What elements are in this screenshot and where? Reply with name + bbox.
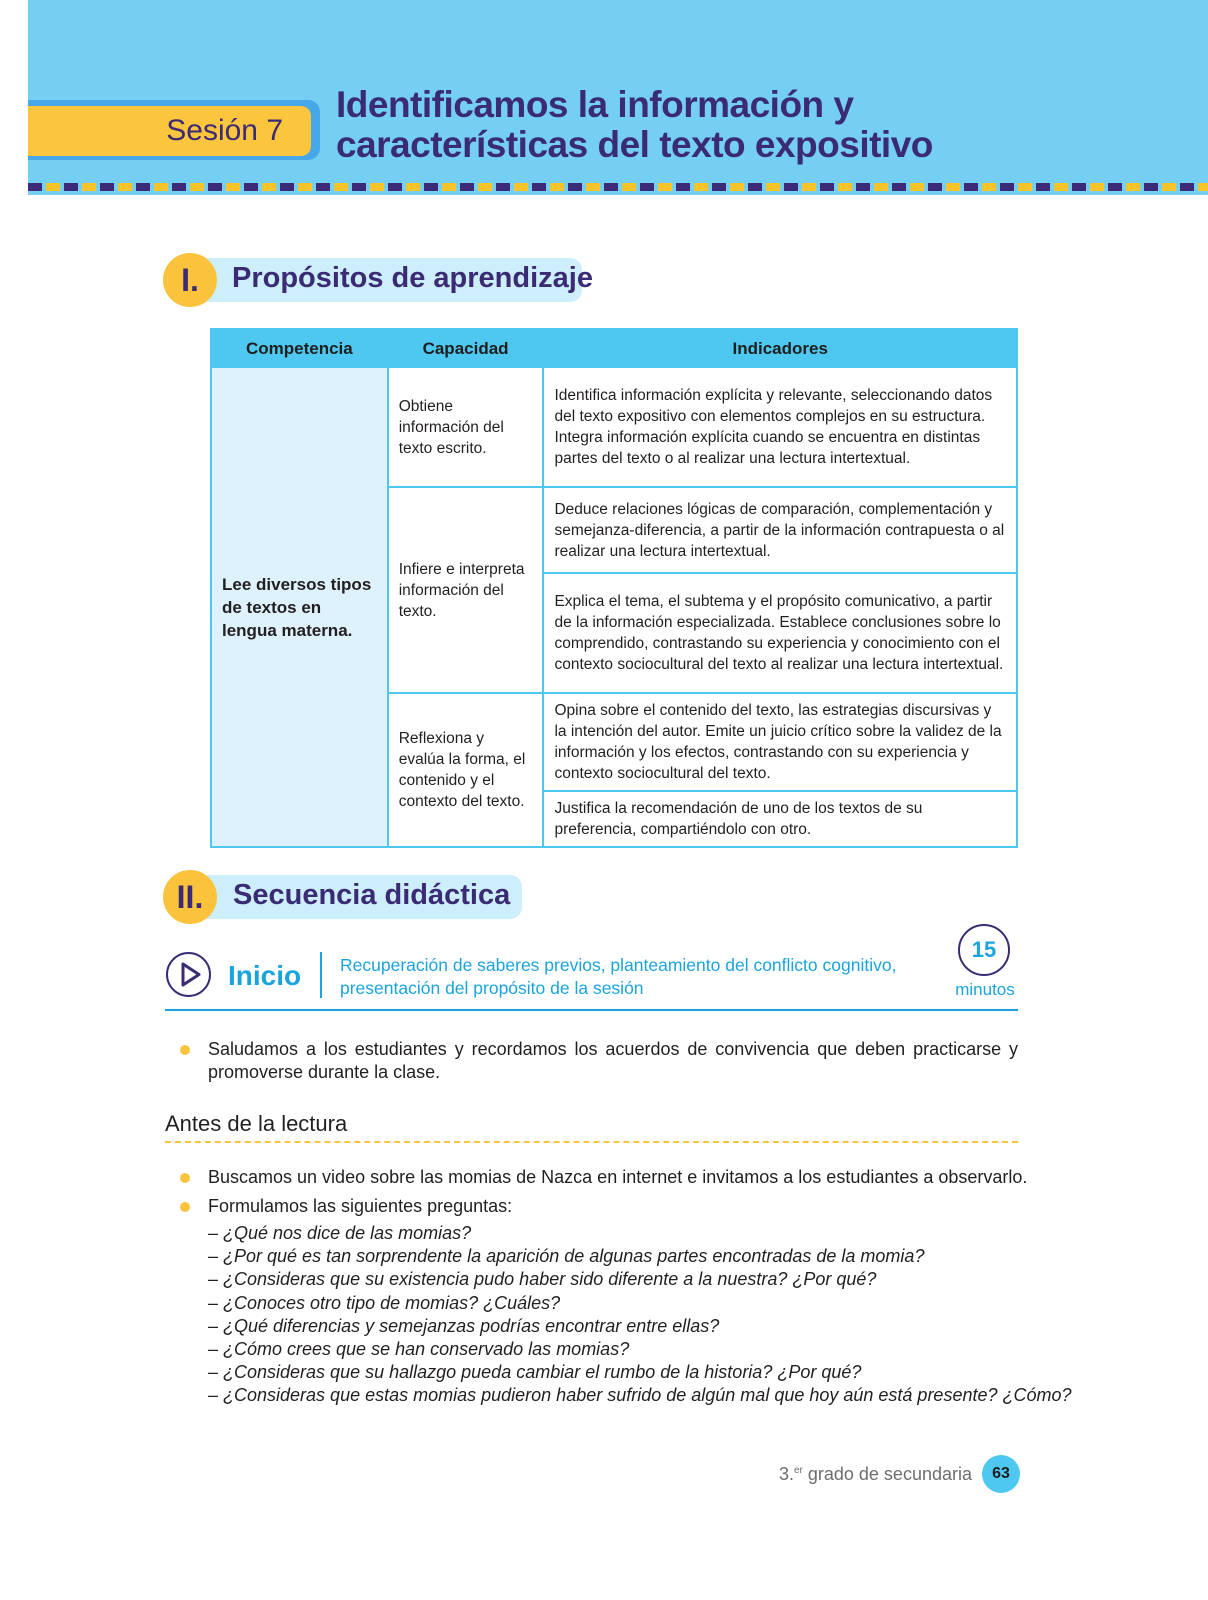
capacidad-cell: Infiere e interpreta información del texto. — [388, 487, 544, 693]
question-item: – ¿Conoces otro tipo de momias? ¿Cuáles? — [208, 1292, 561, 1313]
indicador-cell: Explica el tema, el subtema y el propósito comunicativo, a partir de la información especializada. Establece conclusiones sobre lo comprendido, contrastando su experiencia y conocimiento con el contexto sociocultural del texto al realizar una lectura intertextual. — [543, 573, 1017, 693]
play-icon — [166, 952, 211, 997]
table-header-row — [211, 329, 1017, 367]
question-item: – ¿Cómo crees que se han conservado las momias? — [208, 1339, 630, 1360]
header-capacidad: Capacidad — [388, 329, 544, 367]
section-1-title: Propósitos de aprendizaje — [232, 262, 593, 294]
list-item: Buscamos un video sobre las momias de Nazca en internet e invitamos a los estudiantes a observarlo. — [180, 1166, 1030, 1189]
page-title: Identificamos la información y características del texto expositivo — [336, 84, 933, 165]
page-number: 63 — [982, 1455, 1020, 1493]
inicio-description: Recuperación de saberes previos, planteamiento del conflicto cognitivo, presentación del propósito de la sesión — [340, 955, 897, 998]
table-row — [211, 367, 1017, 487]
question-item: – ¿Por qué es tan sorprendente la aparición de algunas partes encontradas de la momia? — [208, 1246, 925, 1267]
competencia-cell: Lee diversos tipos de textos en lengua materna. — [211, 367, 388, 847]
capacidad-cell: Reflexiona y evalúa la forma, el contenido y el contexto del texto. — [388, 693, 544, 847]
header-indicadores: Indicadores — [543, 329, 1017, 367]
list-item: Formulamos las siguientes preguntas: — [180, 1195, 1030, 1218]
bullet-icon — [180, 1173, 190, 1183]
indicador-cell: Deduce relaciones lógicas de comparación, complementación y semejanza-diferencia, a partir de la información contrapuesta o al realizar una lectura intertextual. — [543, 487, 1017, 573]
question-item: – ¿Qué diferencias y semejanzas podrías encontrar entre ellas? — [208, 1315, 720, 1336]
clock-icon — [958, 924, 1010, 976]
question-item: – ¿Consideras que su existencia pudo haber sido diferente a la nuestra? ¿Por qué? — [208, 1269, 877, 1290]
minutes-value: 15 — [971, 937, 997, 962]
capacidad-cell: Obtiene información del texto escrito. — [388, 367, 544, 487]
inicio-underline — [165, 1009, 1018, 1011]
bullet-icon — [180, 1202, 190, 1212]
antes-heading: Antes de la lectura — [165, 1111, 348, 1136]
inicio-divider — [320, 952, 322, 998]
list-item: Saludamos a los estudiantes y recordamos los acuerdos de convivencia que deben practicarse y promoverse durante la clase. — [180, 1038, 1018, 1084]
indicador-cell: Justifica la recomendación de uno de los textos de su preferencia, compartiéndolo con otro. — [543, 791, 1017, 847]
section-1-number: I. — [163, 253, 217, 307]
inicio-label: Inicio — [228, 960, 302, 991]
bullet-icon — [180, 1045, 190, 1055]
question-item: – ¿Qué nos dice de las momias? — [208, 1223, 472, 1243]
indicador-cell: Identifica información explícita y relevante, seleccionando datos del texto expositivo con elementos complejos en su estructura. Integra información explícita cuando se encuentra en distintas partes del texto o al realizar una lectura intertextual. — [543, 367, 1017, 487]
header-stripe — [28, 183, 1208, 191]
session-tab — [28, 106, 311, 156]
competencies-table — [210, 328, 1018, 848]
question-item: – ¿Consideras que estas momias pudieron haber sufrido de algún mal que hoy aún está presente? ¿Cómo? — [208, 1385, 1072, 1406]
questions-list — [208, 1222, 1072, 1408]
header-competencia: Competencia — [211, 329, 388, 367]
indicador-cell: Opina sobre el contenido del texto, las estrategias discursivas y la intención del autor. Emite un juicio crítico sobre la validez de la información y los efectos, contrastando con su experiencia y contexto sociocultural del texto. — [543, 693, 1017, 791]
minutes-label: minutos — [955, 980, 1015, 999]
section-2-title: Secuencia didáctica — [233, 879, 511, 911]
section-2-number: II. — [163, 870, 217, 924]
footer-grade: 3.$^{er}$ grado de secundaria — [778, 1464, 972, 1484]
question-item: – ¿Consideras que su hallazgo pueda cambiar el rumbo de la historia? ¿Por qué? — [208, 1362, 862, 1383]
session-label: Sesión 7 — [166, 114, 283, 147]
dashed-divider — [165, 1141, 1018, 1143]
